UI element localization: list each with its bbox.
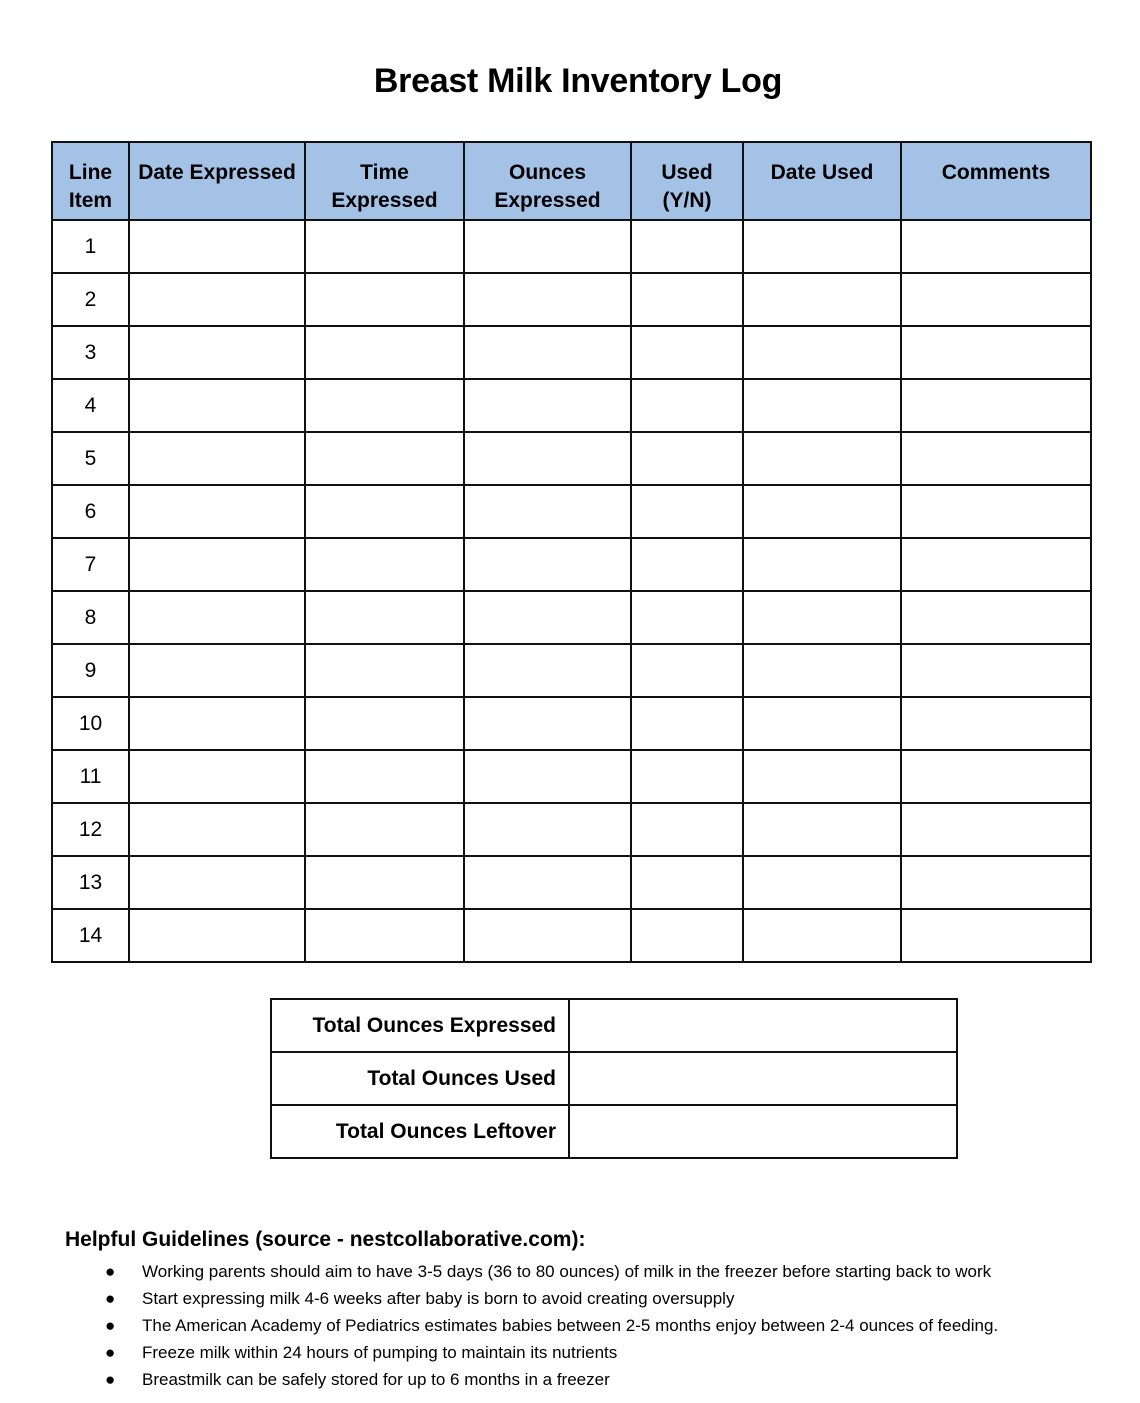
date-expressed-cell[interactable] — [129, 379, 305, 432]
totals-row-leftover — [271, 1105, 957, 1158]
time-expressed-cell[interactable] — [305, 273, 464, 326]
date-used-cell[interactable] — [743, 909, 901, 962]
guidelines-section — [65, 1228, 1125, 1393]
comments-cell[interactable] — [901, 697, 1091, 750]
line-item-number: 4 — [52, 379, 129, 432]
date-used-cell[interactable] — [743, 220, 901, 273]
line-item-number: 14 — [52, 909, 129, 962]
comments-cell[interactable] — [901, 326, 1091, 379]
line-item-number: 6 — [52, 485, 129, 538]
date-used-cell[interactable] — [743, 856, 901, 909]
date-used-cell[interactable] — [743, 379, 901, 432]
totals-row-used — [271, 1052, 957, 1105]
used-cell[interactable] — [631, 220, 743, 273]
comments-cell[interactable] — [901, 538, 1091, 591]
comments-cell[interactable] — [901, 803, 1091, 856]
used-cell[interactable] — [631, 379, 743, 432]
line-item-number: 9 — [52, 644, 129, 697]
used-cell[interactable] — [631, 273, 743, 326]
used-cell[interactable] — [631, 485, 743, 538]
ounces-expressed-cell[interactable] — [464, 432, 631, 485]
date-expressed-cell[interactable] — [129, 750, 305, 803]
line-item-number: 11 — [52, 750, 129, 803]
used-cell[interactable] — [631, 591, 743, 644]
time-expressed-cell[interactable] — [305, 803, 464, 856]
line-item-number: 1 — [52, 220, 129, 273]
bullet-icon: ● — [105, 1316, 116, 1335]
guideline-item — [65, 1258, 1125, 1285]
used-cell[interactable] — [631, 644, 743, 697]
ounces-expressed-cell[interactable] — [464, 326, 631, 379]
bullet-icon: ● — [105, 1370, 116, 1389]
table-row — [52, 856, 1091, 909]
bullet-icon: ● — [105, 1262, 116, 1281]
table-row — [52, 750, 1091, 803]
guideline-item — [65, 1285, 1125, 1312]
ounces-expressed-cell[interactable] — [464, 591, 631, 644]
guidelines-list — [65, 1258, 1125, 1393]
comments-cell[interactable] — [901, 856, 1091, 909]
line-item-number: 13 — [52, 856, 129, 909]
time-expressed-cell[interactable] — [305, 644, 464, 697]
header-ounces-expressed: Ounces Expressed — [464, 142, 631, 220]
date-used-cell[interactable] — [743, 538, 901, 591]
date-expressed-cell[interactable] — [129, 273, 305, 326]
line-item-number: 10 — [52, 697, 129, 750]
date-expressed-cell[interactable] — [129, 856, 305, 909]
date-used-cell[interactable] — [743, 750, 901, 803]
guideline-item — [65, 1339, 1125, 1366]
table-row — [52, 273, 1091, 326]
line-item-number: 2 — [52, 273, 129, 326]
time-expressed-cell[interactable] — [305, 856, 464, 909]
table-header-row — [52, 142, 1091, 220]
guideline-text: The American Academy of Pediatrics estimates babies between 2-5 months enjoy between 2-4 ounces of feeding. — [142, 1316, 999, 1335]
ounces-expressed-cell[interactable] — [464, 644, 631, 697]
comments-cell[interactable] — [901, 379, 1091, 432]
table-row — [52, 803, 1091, 856]
ounces-expressed-cell[interactable] — [464, 856, 631, 909]
used-cell[interactable] — [631, 697, 743, 750]
comments-cell[interactable] — [901, 909, 1091, 962]
time-expressed-cell[interactable] — [305, 750, 464, 803]
guideline-text: Breastmilk can be safely stored for up to 6 months in a freezer — [142, 1370, 610, 1389]
line-item-number: 12 — [52, 803, 129, 856]
date-expressed-cell[interactable] — [129, 432, 305, 485]
used-cell[interactable] — [631, 909, 743, 962]
time-expressed-cell[interactable] — [305, 326, 464, 379]
ounces-expressed-cell[interactable] — [464, 909, 631, 962]
date-used-cell[interactable] — [743, 485, 901, 538]
date-used-cell[interactable] — [743, 326, 901, 379]
date-expressed-cell[interactable] — [129, 697, 305, 750]
ounces-expressed-cell[interactable] — [464, 697, 631, 750]
comments-cell[interactable] — [901, 220, 1091, 273]
header-date-used: Date Used — [743, 142, 901, 220]
comments-cell[interactable] — [901, 485, 1091, 538]
header-line-item: Line Item — [52, 142, 129, 220]
comments-cell[interactable] — [901, 432, 1091, 485]
ounces-expressed-cell[interactable] — [464, 220, 631, 273]
table-row — [52, 432, 1091, 485]
bullet-icon: ● — [105, 1343, 116, 1362]
total-ounces-expressed-value[interactable] — [569, 999, 957, 1052]
date-used-cell[interactable] — [743, 697, 901, 750]
page-title: Breast Milk Inventory Log — [373, 62, 783, 100]
used-cell[interactable] — [631, 803, 743, 856]
totals-table — [270, 998, 958, 1159]
table-row — [52, 326, 1091, 379]
date-expressed-cell[interactable] — [129, 538, 305, 591]
date-expressed-cell[interactable] — [129, 220, 305, 273]
ounces-expressed-cell[interactable] — [464, 538, 631, 591]
inventory-log-table — [51, 141, 1092, 963]
used-cell[interactable] — [631, 326, 743, 379]
table-row — [52, 909, 1091, 962]
table-row — [52, 538, 1091, 591]
header-date-expressed: Date Expressed — [129, 142, 305, 220]
ounces-expressed-cell[interactable] — [464, 803, 631, 856]
total-ounces-used-value[interactable] — [569, 1052, 957, 1105]
time-expressed-cell[interactable] — [305, 485, 464, 538]
comments-cell[interactable] — [901, 644, 1091, 697]
ounces-expressed-cell[interactable] — [464, 750, 631, 803]
header-time-expressed: Time Expressed — [305, 142, 464, 220]
date-expressed-cell[interactable] — [129, 485, 305, 538]
date-expressed-cell[interactable] — [129, 591, 305, 644]
used-cell[interactable] — [631, 538, 743, 591]
date-used-cell[interactable] — [743, 644, 901, 697]
table-row — [52, 220, 1091, 273]
total-ounces-used-label: Total Ounces Used — [271, 1052, 569, 1105]
used-cell[interactable] — [631, 856, 743, 909]
date-expressed-cell[interactable] — [129, 326, 305, 379]
used-cell[interactable] — [631, 750, 743, 803]
time-expressed-cell[interactable] — [305, 379, 464, 432]
line-item-number: 5 — [52, 432, 129, 485]
date-expressed-cell[interactable] — [129, 803, 305, 856]
date-used-cell[interactable] — [743, 432, 901, 485]
header-used: Used (Y/N) — [631, 142, 743, 220]
guideline-text: Freeze milk within 24 hours of pumping to maintain its nutrients — [142, 1343, 618, 1362]
time-expressed-cell[interactable] — [305, 697, 464, 750]
line-item-number: 8 — [52, 591, 129, 644]
guideline-text: Working parents should aim to have 3-5 days (36 to 80 ounces) of milk in the freezer before starting back to work — [142, 1262, 992, 1281]
totals-row-expressed — [271, 999, 957, 1052]
comments-cell[interactable] — [901, 591, 1091, 644]
comments-cell[interactable] — [901, 273, 1091, 326]
guideline-item — [65, 1312, 1125, 1339]
time-expressed-cell[interactable] — [305, 909, 464, 962]
ounces-expressed-cell[interactable] — [464, 485, 631, 538]
total-ounces-expressed-label: Total Ounces Expressed — [271, 999, 569, 1052]
total-ounces-leftover-label: Total Ounces Leftover — [271, 1105, 569, 1158]
table-row — [52, 485, 1091, 538]
table-row — [52, 644, 1091, 697]
line-item-number: 3 — [52, 326, 129, 379]
line-item-number: 7 — [52, 538, 129, 591]
guidelines-heading: Helpful Guidelines (source - nestcollaborative.com): — [65, 1228, 586, 1251]
time-expressed-cell[interactable] — [305, 591, 464, 644]
used-cell[interactable] — [631, 432, 743, 485]
ounces-expressed-cell[interactable] — [464, 379, 631, 432]
time-expressed-cell[interactable] — [305, 432, 464, 485]
bullet-icon: ● — [105, 1289, 116, 1308]
header-comments: Comments — [901, 142, 1091, 220]
total-ounces-leftover-value[interactable] — [569, 1105, 957, 1158]
date-used-cell[interactable] — [743, 591, 901, 644]
comments-cell[interactable] — [901, 750, 1091, 803]
table-row — [52, 697, 1091, 750]
date-expressed-cell[interactable] — [129, 909, 305, 962]
date-used-cell[interactable] — [743, 273, 901, 326]
date-expressed-cell[interactable] — [129, 644, 305, 697]
time-expressed-cell[interactable] — [305, 538, 464, 591]
table-row — [52, 591, 1091, 644]
table-row — [52, 379, 1091, 432]
time-expressed-cell[interactable] — [305, 220, 464, 273]
guideline-item — [65, 1366, 1125, 1393]
guideline-text: Start expressing milk 4-6 weeks after baby is born to avoid creating oversupply — [142, 1289, 735, 1308]
ounces-expressed-cell[interactable] — [464, 273, 631, 326]
date-used-cell[interactable] — [743, 803, 901, 856]
